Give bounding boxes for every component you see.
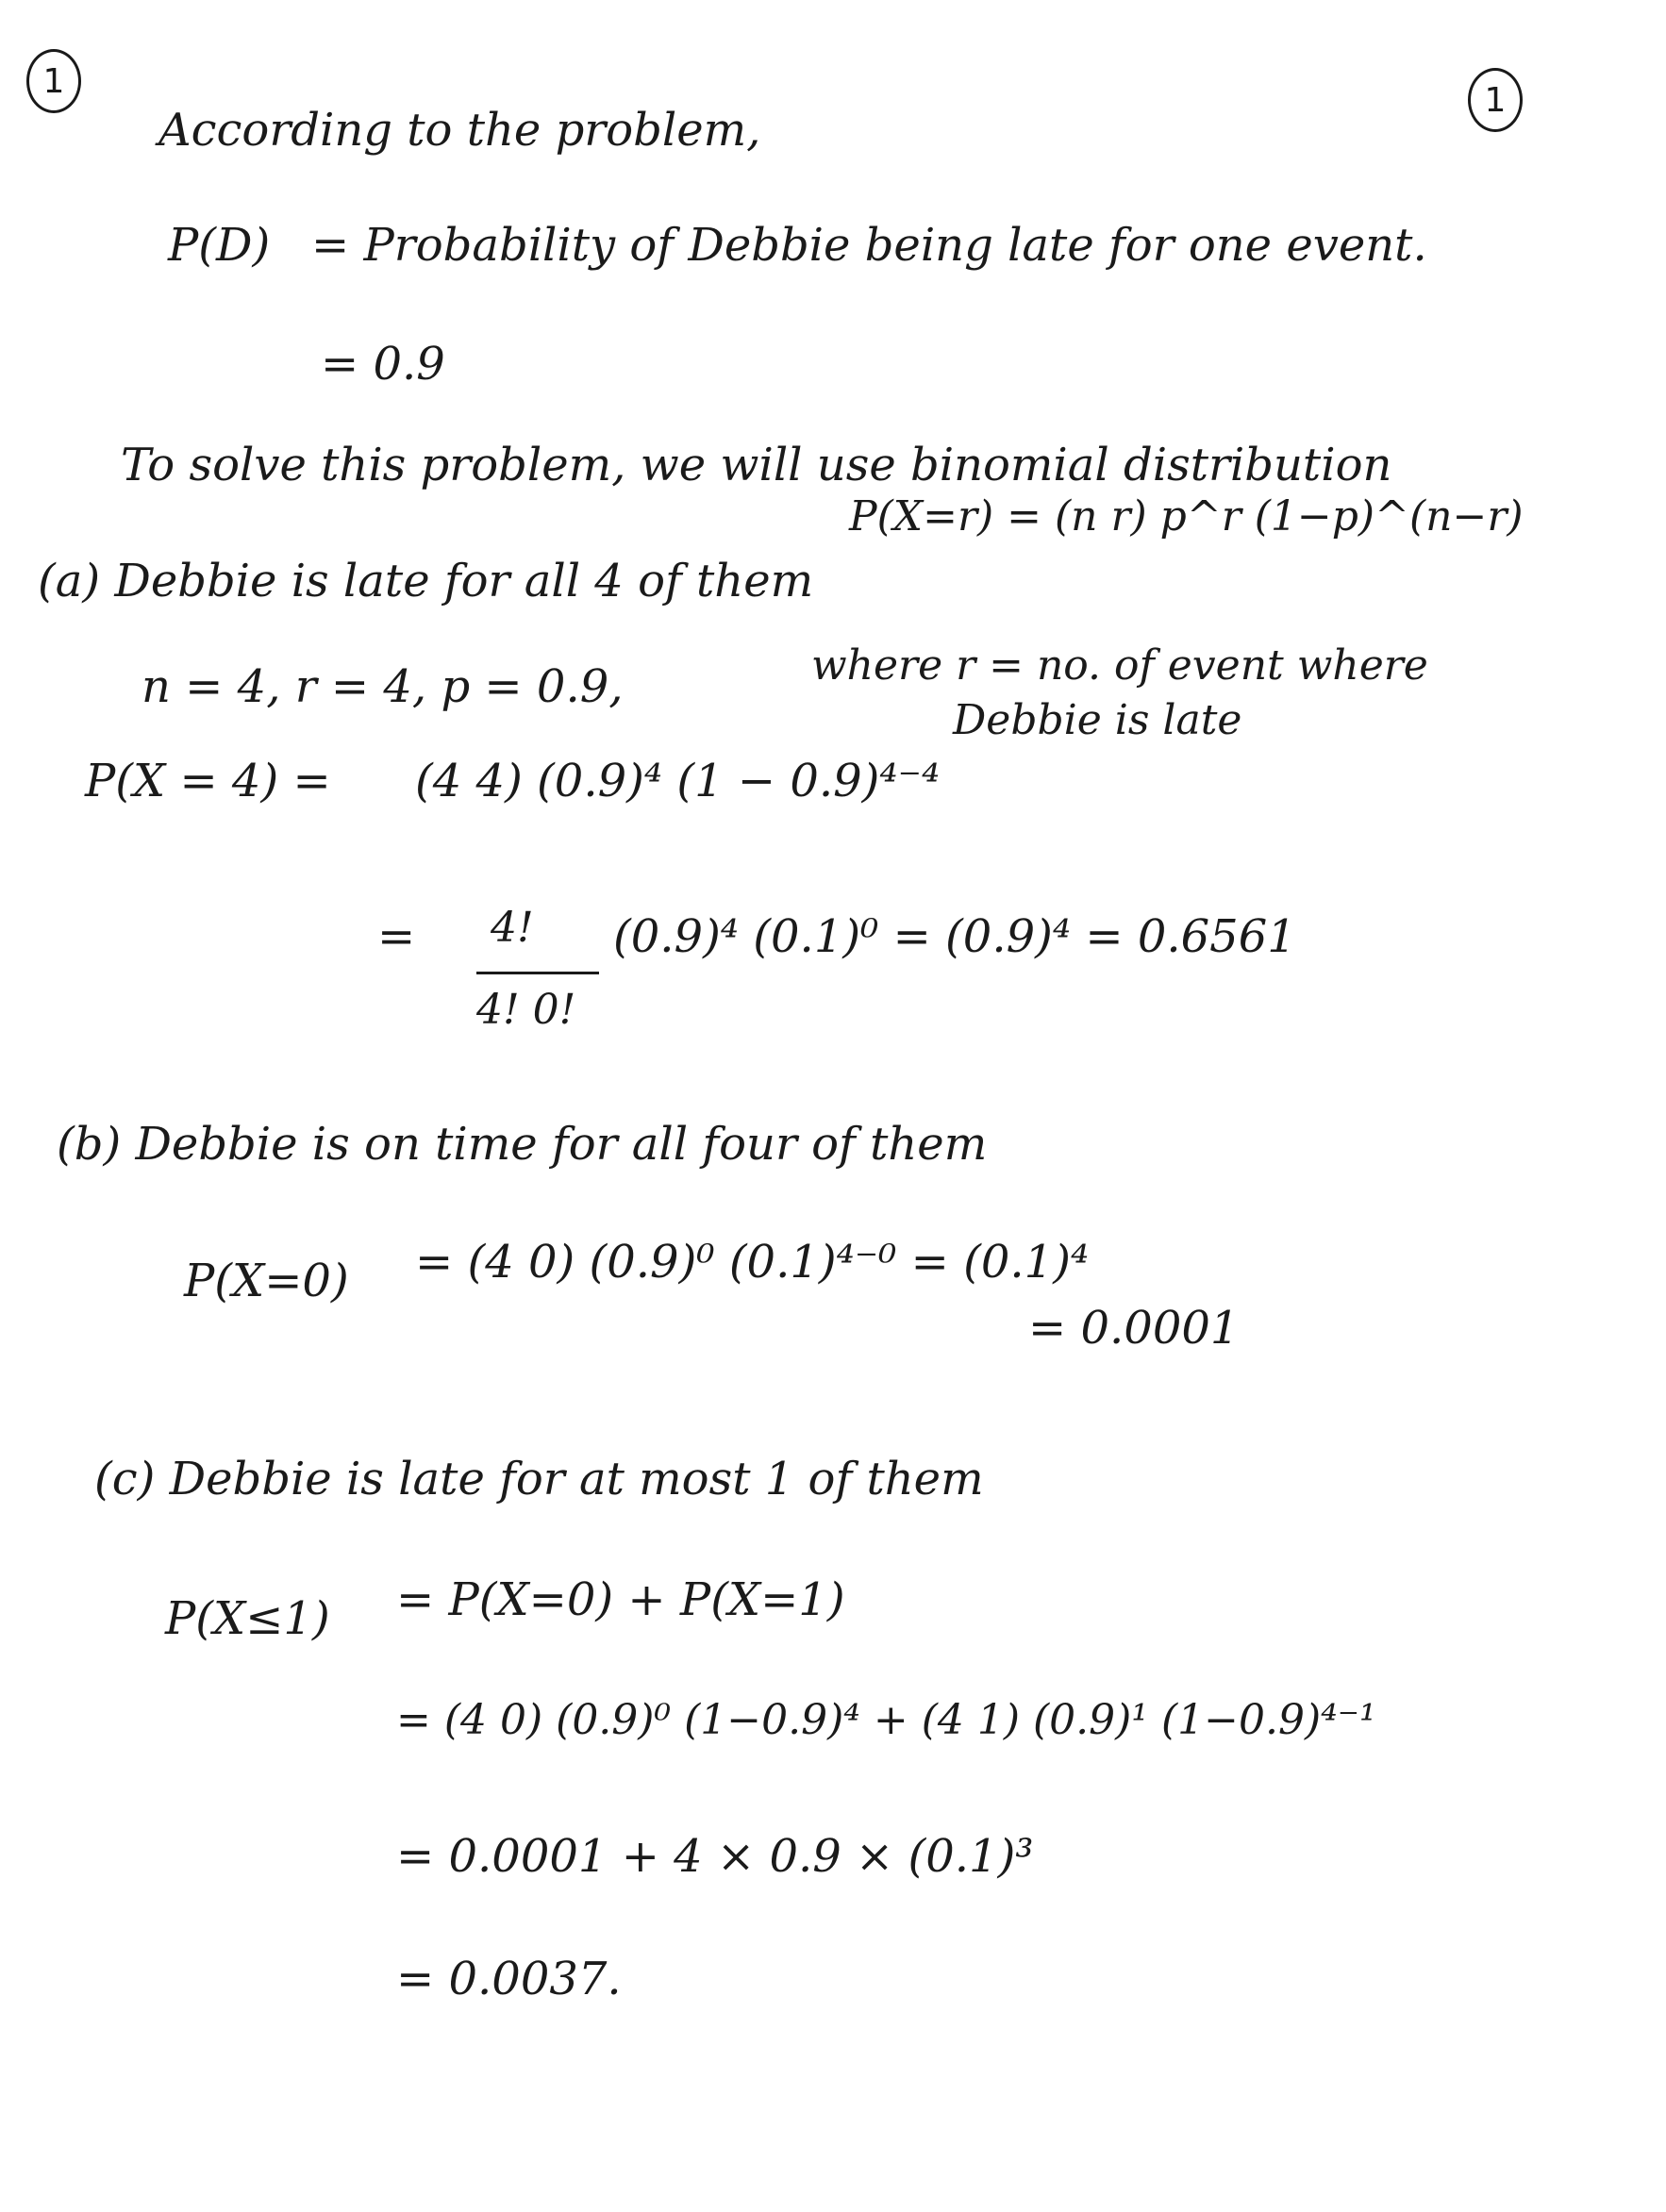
part-b-result: = 0.0001 <box>1028 1302 1240 1355</box>
part-c-result: = 0.0037. <box>396 1953 622 2005</box>
part-c-lhs: P(X≤1) <box>165 1592 330 1645</box>
part-c-sum: = P(X=0) + P(X=1) <box>396 1573 845 1626</box>
pd-definition: = Probability of Debbie being late for one event. <box>311 219 1427 272</box>
fraction-numerator: 4! <box>491 904 534 952</box>
pd-value: = 0.9 <box>321 338 445 391</box>
page-marker-right: 1 <box>1468 68 1523 132</box>
part-a-equals: = <box>377 910 416 963</box>
part-a-heading: (a) Debbie is late for all 4 of them <box>38 555 814 607</box>
part-c-expansion: = (4 0) (0.9)⁰ (1−0.9)⁴ + (4 1) (0.9)¹ (1−0.9)⁴⁻¹ <box>396 1696 1376 1744</box>
part-c-heading: (c) Debbie is late for at most 1 of them <box>94 1453 984 1505</box>
intro-line: According to the problem, <box>158 104 761 157</box>
part-a-params: n = 4, r = 4, p = 0.9, <box>142 660 624 713</box>
page-marker-left: 1 <box>26 49 81 113</box>
part-a-lhs: P(X = 4) = <box>85 755 331 807</box>
part-a-where-2: Debbie is late <box>953 696 1242 744</box>
part-a-result: (0.9)⁴ (0.1)⁰ = (0.9)⁴ = 0.6561 <box>613 910 1296 963</box>
part-b-expansion: = (4 0) (0.9)⁰ (0.1)⁴⁻⁰ = (0.1)⁴ <box>415 1236 1090 1289</box>
pd-label: P(D) <box>168 219 271 272</box>
part-a-expansion: (4 4) (0.9)⁴ (1 − 0.9)⁴⁻⁴ <box>415 755 941 807</box>
part-a-where: where r = no. of event where <box>811 641 1428 690</box>
fraction-denominator: 4! 0! <box>476 986 576 1034</box>
method-text: To solve this problem, we will use binomial distribution <box>121 439 1392 491</box>
part-b-lhs: P(X=0) <box>184 1255 349 1307</box>
part-b-heading: (b) Debbie is on time for all four of them <box>57 1118 988 1171</box>
part-c-substitution: = 0.0001 + 4 × 0.9 × (0.1)³ <box>396 1830 1034 1883</box>
binomial-formula: P(X=r) = (n r) p^r (1−p)^(n−r) <box>849 492 1524 541</box>
fraction-bar <box>476 972 599 974</box>
